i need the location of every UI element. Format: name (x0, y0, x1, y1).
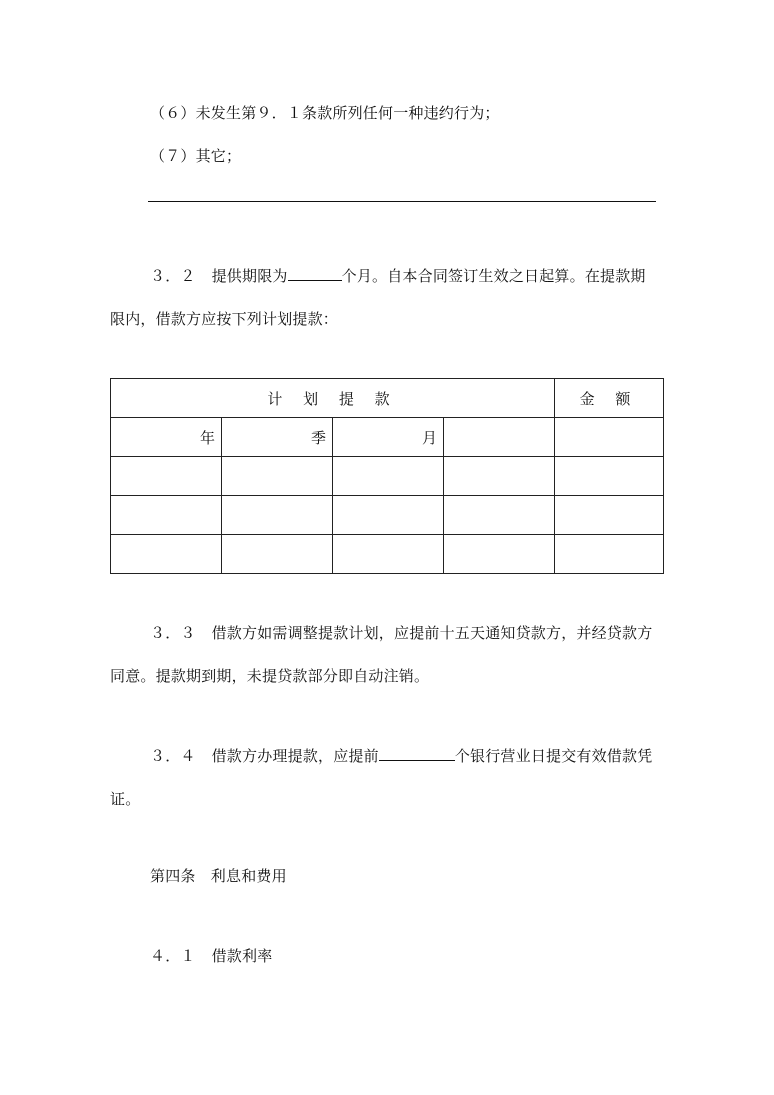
table-cell[interactable] (555, 457, 664, 496)
table-subheader-row (111, 418, 664, 457)
col-year-cell: 年 (111, 418, 222, 457)
table-cell[interactable] (555, 535, 664, 574)
business-days-blank[interactable] (379, 746, 455, 761)
header-amount-cell: 金 额 (555, 379, 664, 418)
col-season-cell: 季 (222, 418, 333, 457)
section-3-3-text: 借款方如需调整提款计划，应提前十五天通知贷款方，并经贷款方 (211, 624, 653, 642)
section-3-3-line-1 (150, 623, 652, 643)
table-cell[interactable] (444, 496, 555, 535)
table-cell[interactable] (333, 496, 444, 535)
withdrawal-plan-table (110, 378, 664, 574)
section-3-4-text-before: 借款方办理提款，应提前 (211, 747, 379, 765)
section-3-2-number: ３．２ (150, 267, 196, 285)
table-cell[interactable] (111, 496, 222, 535)
table-cell[interactable] (222, 457, 333, 496)
section-3-2-line-2: 限内，借款方应按下列计划提款： (110, 310, 339, 328)
table-cell[interactable] (111, 535, 222, 574)
months-blank[interactable] (288, 266, 342, 281)
section-3-3-number: ３．３ (150, 624, 196, 642)
table-cell[interactable] (444, 418, 555, 457)
section-4-1-title: 借款利率 (211, 947, 273, 965)
section-3-4-line-1 (150, 746, 652, 766)
section-4-1-number: ４．１ (150, 947, 196, 965)
header-plan-cell: 计 划 提 款 (111, 379, 555, 418)
table-row (111, 535, 664, 574)
table-cell[interactable] (444, 457, 555, 496)
section-3-2-text-before: 提供期限为 (211, 267, 288, 285)
table-cell[interactable] (555, 496, 664, 535)
table-row (111, 457, 664, 496)
table-cell[interactable] (111, 457, 222, 496)
section-3-2-text-after: 个月。自本合同签订生效之日起算。在提款期 (341, 267, 646, 285)
table-cell[interactable] (444, 535, 555, 574)
fill-in-rule (148, 201, 656, 202)
table-cell[interactable] (333, 535, 444, 574)
col-month-cell: 月 (333, 418, 444, 457)
table-row (111, 496, 664, 535)
section-3-4-line-2: 证。 (110, 790, 141, 808)
clause-item-7: （７）其它； (150, 147, 242, 165)
article-4-title: 第四条 利息和费用 (150, 867, 287, 885)
clause-item-6: （６）未发生第９．１条款所列任何一种违约行为； (150, 104, 500, 122)
section-3-2-line-1 (150, 266, 646, 286)
table-cell[interactable] (222, 496, 333, 535)
section-3-4-number: ３．４ (150, 747, 196, 765)
table-cell[interactable] (222, 535, 333, 574)
section-4-1-line (150, 946, 272, 966)
section-3-3-line-2: 同意。提款期到期，未提贷款部分即自动注销。 (110, 667, 430, 685)
table-header-row (111, 379, 664, 418)
table-cell[interactable] (555, 418, 664, 457)
table-cell[interactable] (333, 457, 444, 496)
section-3-4-text-after: 个银行营业日提交有效借款凭 (454, 747, 653, 765)
